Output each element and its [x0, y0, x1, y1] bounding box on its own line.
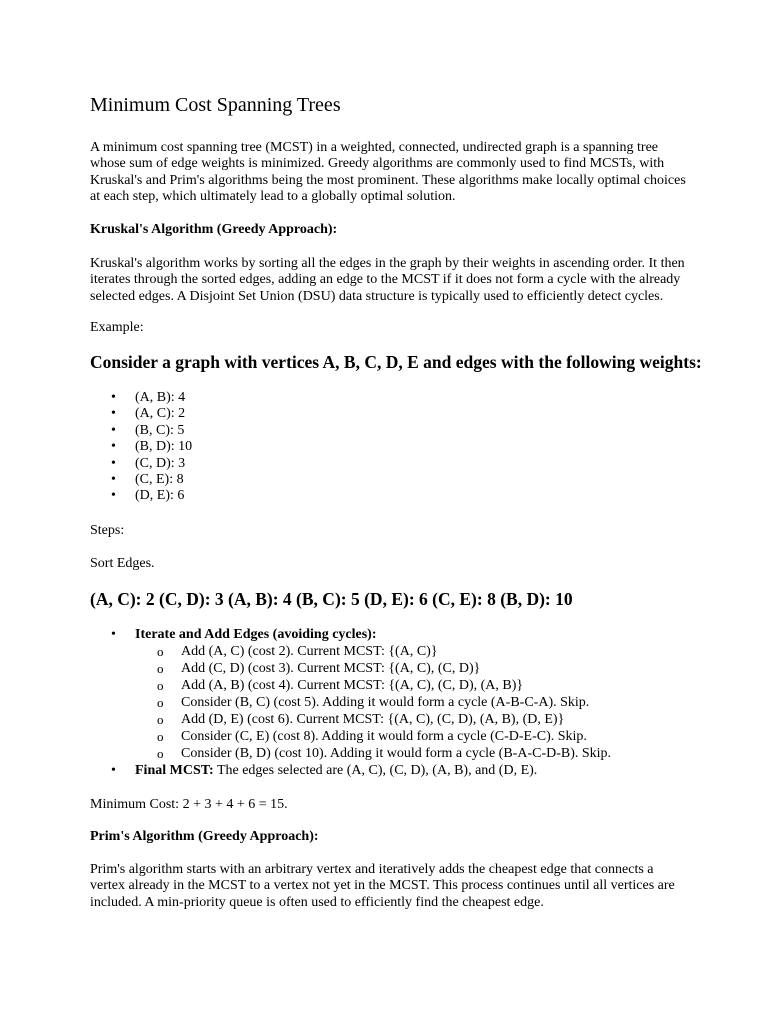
graph-heading: Consider a graph with vertices A, B, C, D, E and edges with the following weights: [90, 352, 702, 372]
prim-description: Prim's algorithm starts with an arbitrary vertex and iteratively adds the cheapest edge that connects a vertex already in the MCST to a vertex not yet in the MCST. This process continues until all vertices are included. A min-priority queue is often used to efficiently find the cheapest edge. [90, 862, 675, 910]
final-mcst-text: The edges selected are (A, C), (C, D), (A, B), and (D, E). [213, 763, 538, 778]
iteration-item: o Add (D, E) (cost 6). Current MCST: {(A, C), (C, D), (A, B), (D, E)} [135, 711, 611, 728]
steps-label: Steps: [90, 523, 125, 538]
iteration-item: o Consider (B, D) (cost 10). Adding it would form a cycle (B-A-C-D-B). Skip. [135, 745, 611, 762]
kruskal-description: Kruskal's algorithm works by sorting all the edges in the graph by their weights in ascending order. It then iterates through the sorted edges, adding an edge to the MCST if it does not form a cycle with the already selected edges. A Disjoint Set Union (DSU) data structure is typically used to efficiently detect cycles. [90, 256, 685, 304]
edge-item: • (B, D): 10 [90, 439, 192, 455]
edge-item: • (C, D): 3 [90, 456, 192, 472]
minimum-cost-text: Minimum Cost: 2 + 3 + 4 + 6 = 15. [90, 797, 288, 812]
prim-heading: Prim's Algorithm (Greedy Approach): [90, 829, 319, 844]
iteration-list [135, 643, 611, 762]
sorted-edges-heading: (A, C): 2 (C, D): 3 (A, B): 4 (B, C): 5 (D, E): 6 (C, E): 8 (B, D): 10 [90, 589, 573, 609]
intro-paragraph: A minimum cost spanning tree (MCST) in a weighted, connected, undirected graph is a spanning tree whose sum of edge weights is minimized. Greedy algorithms are commonly used to find MCSTs, with Kruskal's and Prim's algorithms being the most prominent. These algorithms make locally optimal choices at each step, which ultimately lead to a globally optimal solution. [90, 140, 686, 204]
iteration-item: o Add (A, B) (cost 4). Current MCST: {(A, C), (C, D), (A, B)} [135, 677, 611, 694]
edge-item: • (B, C): 5 [90, 423, 192, 439]
iteration-item: o Add (C, D) (cost 3). Current MCST: {(A, C), (C, D)} [135, 660, 611, 677]
page-title: Minimum Cost Spanning Trees [90, 94, 341, 116]
kruskal-heading: Kruskal's Algorithm (Greedy Approach): [90, 222, 338, 237]
edge-list [90, 390, 192, 505]
sort-edges-label: Sort Edges. [90, 556, 155, 571]
example-label: Example: [90, 320, 144, 335]
edge-item: • (A, C): 2 [90, 406, 192, 422]
iteration-item: o Consider (B, C) (cost 5). Adding it would form a cycle (A-B-C-A). Skip. [135, 694, 611, 711]
iteration-item: o Add (A, C) (cost 2). Current MCST: {(A, C)} [135, 643, 611, 660]
iterate-step [90, 626, 611, 762]
final-mcst-label: Final MCST: [135, 763, 214, 778]
steps-list [90, 626, 611, 779]
iterate-label: Iterate and Add Edges (avoiding cycles): [135, 627, 377, 642]
edge-item: • (A, B): 4 [90, 390, 192, 406]
final-mcst-step [90, 762, 611, 779]
iteration-item: o Consider (C, E) (cost 8). Adding it would form a cycle (C-D-E-C). Skip. [135, 728, 611, 745]
edge-item: • (C, E): 8 [90, 472, 192, 488]
edge-item: • (D, E): 6 [90, 488, 192, 504]
